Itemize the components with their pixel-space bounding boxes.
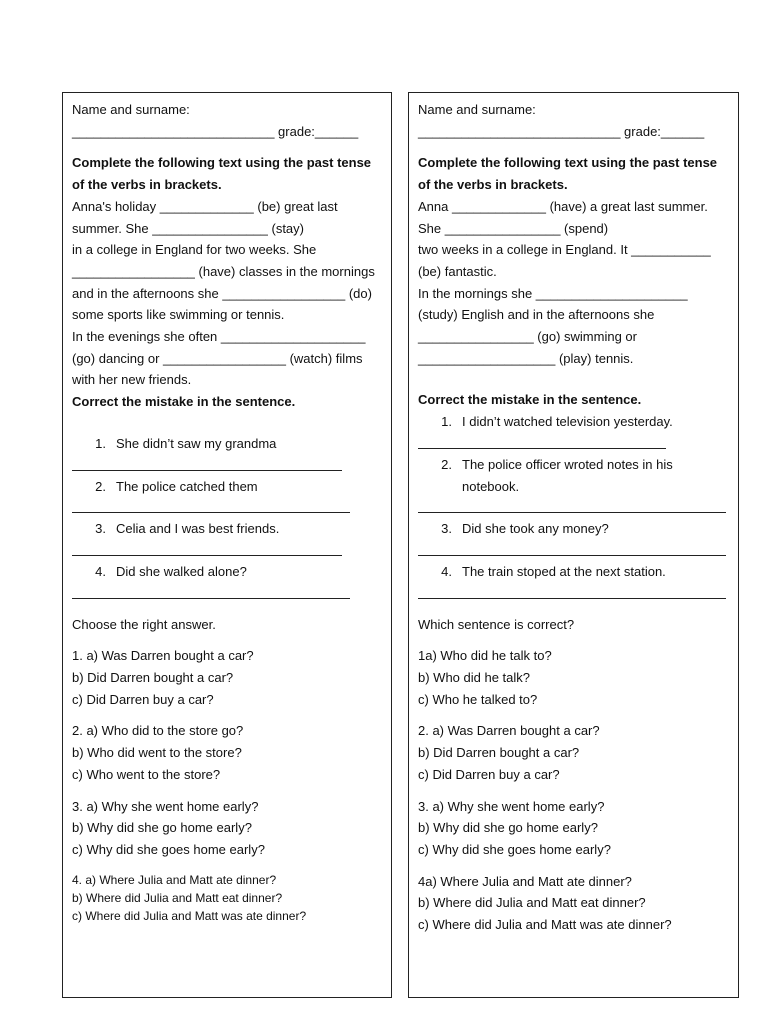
choice-option: c) Where did Julia and Matt was ate dinner?: [72, 908, 307, 923]
text-line: summer. She ________________ (stay): [72, 220, 304, 236]
item-text: The police officer wroted notes in his notebook.: [462, 456, 673, 494]
answer-line[interactable]: [72, 497, 350, 513]
choice-option: 2. a) Was Darren bought a car?: [418, 723, 600, 739]
answer-line[interactable]: [418, 433, 666, 449]
answer-line[interactable]: [72, 455, 342, 471]
text-line: (study) English and in the afternoons she: [418, 307, 655, 323]
answer-line[interactable]: [418, 583, 726, 599]
text-line: She ________________ (spend): [418, 220, 609, 236]
choose-heading: Which sentence is correct?: [418, 616, 575, 632]
item-text: The train stoped at the next station.: [462, 563, 666, 579]
choice-option: b) Where did Julia and Matt eat dinner?: [72, 890, 283, 905]
text-line: Anna's holiday _____________ (be) great last: [72, 198, 338, 214]
text-line: and in the afternoons she _________________ (do): [72, 285, 372, 301]
item-number: 1.: [95, 435, 106, 451]
correct-item: [72, 476, 382, 498]
item-text: Did she walked alone?: [116, 563, 247, 579]
item-number: 1.: [441, 414, 452, 430]
correct-item: [418, 561, 729, 583]
name-label: Name and surname:: [418, 102, 536, 117]
instruction: Complete the following text using the past tense: [418, 155, 718, 171]
worksheet-left: [62, 92, 392, 998]
item-number: 2.: [95, 478, 106, 494]
grade-line: ____________________________ grade:______: [418, 123, 705, 139]
instruction: Complete the following text using the past tense: [72, 155, 372, 171]
answer-line[interactable]: [72, 540, 342, 556]
instruction: of the verbs in brackets.: [418, 177, 568, 193]
choice-option: 1a) Who did he talk to?: [418, 648, 552, 664]
answer-line[interactable]: [72, 583, 350, 599]
text-line: In the evenings she often ____________________: [72, 329, 366, 345]
choice-option: c) Did Darren buy a car?: [72, 691, 214, 707]
correct-heading: Correct the mistake in the sentence.: [72, 394, 296, 410]
text-line: Anna _____________ (have) a great last summer.: [418, 198, 708, 214]
choice-option: b) Did Darren bought a car?: [418, 745, 580, 761]
text-line: (be) fantastic.: [418, 263, 497, 279]
correct-item: [72, 518, 382, 540]
text-line: some sports like swimming or tennis.: [72, 307, 285, 323]
choice-option: c) Did Darren buy a car?: [418, 766, 560, 782]
choice-option: b) Who did he talk?: [418, 670, 531, 686]
choose-heading: Choose the right answer.: [72, 616, 216, 632]
choice-option: c) Who went to the store?: [72, 766, 221, 782]
correct-item: [418, 411, 729, 433]
answer-line[interactable]: [418, 540, 726, 556]
choice-option: 1. a) Was Darren bought a car?: [72, 648, 254, 664]
item-text: The police catched them: [116, 478, 258, 494]
choice-option: b) Did Darren bought a car?: [72, 670, 234, 686]
text-line: with her new friends.: [72, 372, 192, 388]
item-number: 4.: [441, 563, 452, 579]
choice-option: 3. a) Why she went home early?: [72, 798, 259, 814]
text-line: _________________ (have) classes in the mornings: [72, 263, 375, 279]
text-line: two weeks in a college in England. It ___________: [418, 242, 711, 258]
correct-item: [418, 518, 729, 540]
name-label: Name and surname:: [72, 102, 190, 117]
item-number: 2.: [441, 456, 452, 472]
choice-option: b) Where did Julia and Matt eat dinner?: [418, 895, 646, 911]
correct-item: [72, 561, 382, 583]
item-text: Celia and I was best friends.: [116, 521, 280, 537]
text-line: ________________ (go) swimming or: [418, 329, 637, 345]
choice-option: c) Who he talked to?: [418, 691, 538, 707]
correct-heading: Correct the mistake in the sentence.: [418, 392, 642, 408]
item-number: 3.: [441, 521, 452, 537]
answer-line[interactable]: [418, 497, 726, 513]
worksheet-right: [408, 92, 739, 998]
text-line: (go) dancing or _________________ (watch) films: [72, 350, 363, 366]
item-number: 4.: [95, 563, 106, 579]
correct-item: [418, 454, 729, 497]
item-text: Did she took any money?: [462, 521, 609, 537]
correct-item: [72, 433, 382, 455]
choice-option: 4a) Where Julia and Matt ate dinner?: [418, 873, 632, 889]
choice-option: 2. a) Who did to the store go?: [72, 723, 244, 739]
item-text: She didn’t saw my grandma: [116, 435, 277, 451]
choice-option: c) Why did she goes home early?: [418, 841, 611, 857]
choice-option: b) Why did she go home early?: [418, 820, 598, 836]
text-line: in a college in England for two weeks. She: [72, 242, 317, 258]
text-line: In the mornings she _____________________: [418, 285, 688, 301]
choice-option: c) Why did she goes home early?: [72, 841, 265, 857]
choice-option: 4. a) Where Julia and Matt ate dinner?: [72, 872, 277, 887]
choice-option: c) Where did Julia and Matt was ate dinner?: [418, 917, 672, 933]
item-number: 3.: [95, 521, 106, 537]
grade-line: ____________________________ grade:______: [72, 123, 359, 139]
item-text: I didn’t watched television yesterday.: [462, 414, 673, 430]
choice-option: b) Who did went to the store?: [72, 745, 242, 761]
choice-option: b) Why did she go home early?: [72, 820, 252, 836]
choice-option: 3. a) Why she went home early?: [418, 798, 605, 814]
instruction: of the verbs in brackets.: [72, 177, 222, 193]
text-line: ___________________ (play) tennis.: [418, 350, 634, 366]
